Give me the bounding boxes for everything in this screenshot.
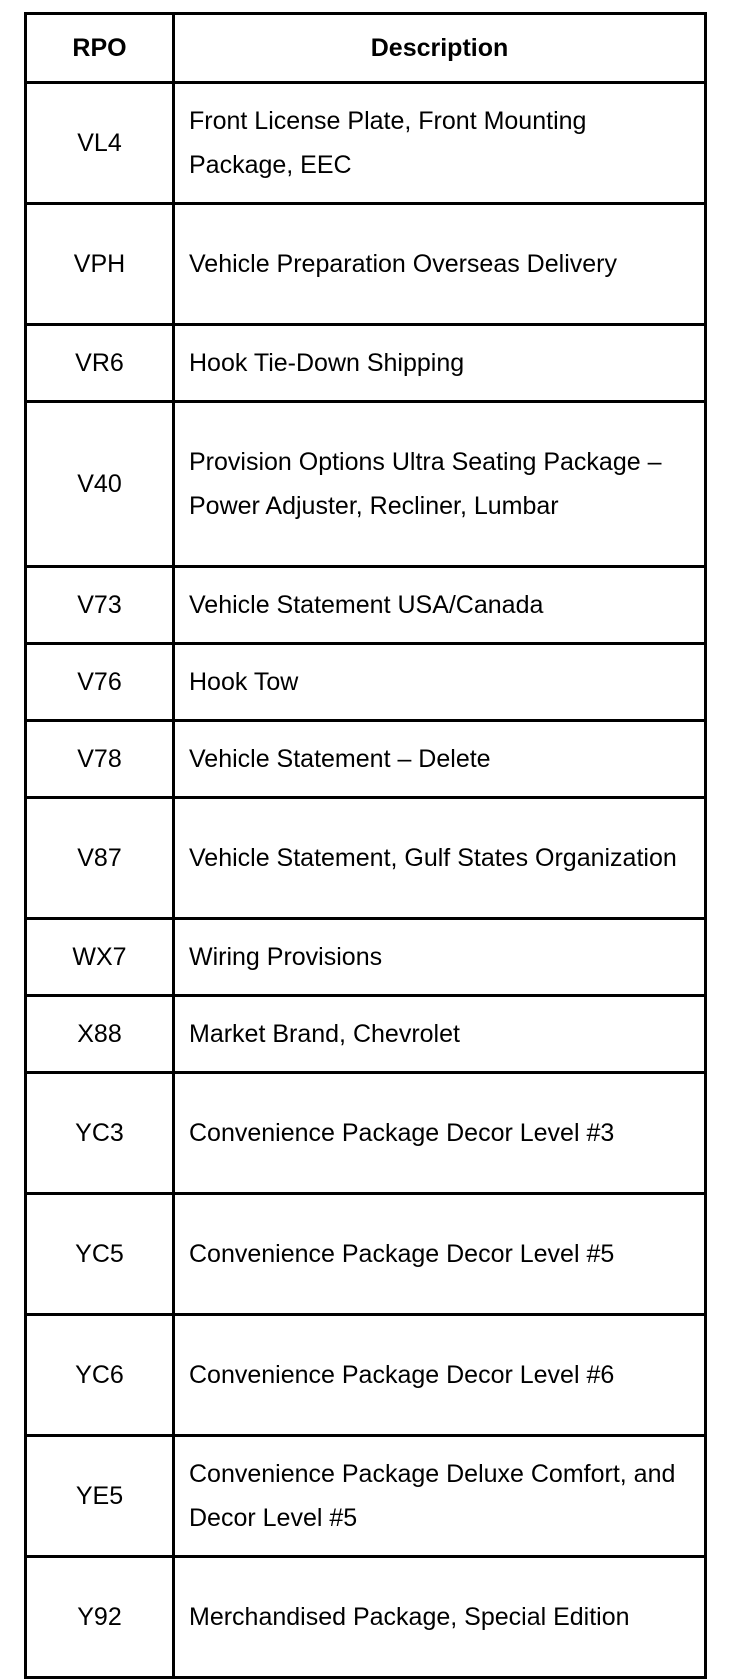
rpo-description: Convenience Package Decor Level #5 xyxy=(174,1194,706,1315)
rpo-description: Wiring Provisions xyxy=(174,919,706,996)
table-row xyxy=(26,798,706,919)
rpo-description: Hook Tow xyxy=(174,644,706,721)
rpo-description: Convenience Package Decor Level #3 xyxy=(174,1073,706,1194)
rpo-description: Convenience Package Deluxe Comfort, and Decor Level #5 xyxy=(174,1436,706,1557)
table-row xyxy=(26,204,706,325)
rpo-description: Vehicle Preparation Overseas Delivery xyxy=(174,204,706,325)
table-row xyxy=(26,644,706,721)
table-row xyxy=(26,1436,706,1557)
rpo-code: VL4 xyxy=(26,83,174,204)
rpo-table xyxy=(24,12,707,1679)
rpo-description: Provision Options Ultra Seating Package – Power Adjuster, Recliner, Lumbar xyxy=(174,402,706,567)
rpo-code: X88 xyxy=(26,996,174,1073)
rpo-description: Convenience Package Decor Level #6 xyxy=(174,1315,706,1436)
rpo-description: Market Brand, Chevrolet xyxy=(174,996,706,1073)
rpo-code: V40 xyxy=(26,402,174,567)
table-row xyxy=(26,567,706,644)
rpo-description: Front License Plate, Front Mounting Package, EEC xyxy=(174,83,706,204)
rpo-code: YC6 xyxy=(26,1315,174,1436)
table-row xyxy=(26,402,706,567)
rpo-description: Vehicle Statement USA/Canada xyxy=(174,567,706,644)
table-row xyxy=(26,721,706,798)
table-row xyxy=(26,1557,706,1678)
header-rpo: RPO xyxy=(26,14,174,83)
rpo-code: YC5 xyxy=(26,1194,174,1315)
table-row xyxy=(26,1315,706,1436)
rpo-code: V76 xyxy=(26,644,174,721)
table-row xyxy=(26,1073,706,1194)
rpo-description: Merchandised Package, Special Edition xyxy=(174,1557,706,1678)
rpo-code: V78 xyxy=(26,721,174,798)
header-description: Description xyxy=(174,14,706,83)
rpo-description: Hook Tie-Down Shipping xyxy=(174,325,706,402)
table-row xyxy=(26,83,706,204)
header-row xyxy=(26,14,706,83)
table-row xyxy=(26,919,706,996)
rpo-code: VR6 xyxy=(26,325,174,402)
rpo-code: YE5 xyxy=(26,1436,174,1557)
rpo-code: Y92 xyxy=(26,1557,174,1678)
table-row xyxy=(26,1194,706,1315)
rpo-code: WX7 xyxy=(26,919,174,996)
rpo-description: Vehicle Statement, Gulf States Organization xyxy=(174,798,706,919)
rpo-code: VPH xyxy=(26,204,174,325)
table-row xyxy=(26,996,706,1073)
table-row xyxy=(26,325,706,402)
rpo-description: Vehicle Statement – Delete xyxy=(174,721,706,798)
rpo-code: V73 xyxy=(26,567,174,644)
rpo-code: YC3 xyxy=(26,1073,174,1194)
rpo-code: V87 xyxy=(26,798,174,919)
